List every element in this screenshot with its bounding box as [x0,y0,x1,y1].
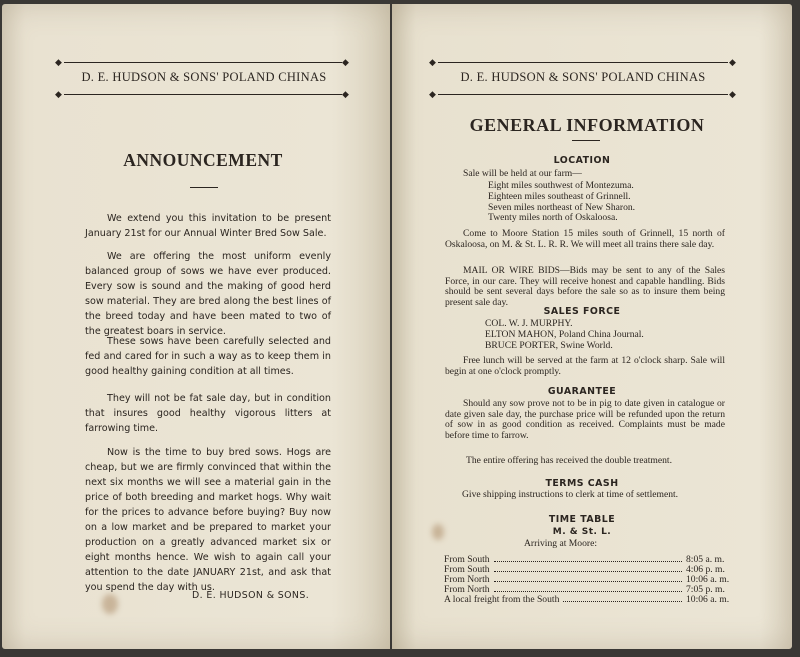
timetable-time: 7:05 p. m. [686,584,725,595]
leader-dots [494,584,682,592]
ornament-icon: ◆ [342,89,349,99]
announcement-paragraph: We are offering the most uniform evenly balanced group of sows we have ever produced. Every sow is sound and the making of good herd sow material. They are bred along the best lines of the breed today and have been mated to two of the greatest boars in service. [85,251,331,337]
bids-paragraph: MAIL OR WIRE BIDS—Bids may be sent to any of the Sales Force, in our care. They will receive honest and capable handling. Bids should be sent several days before the sale so as to insure them being present sale day. [445,265,725,308]
sales-force-member: ELTON MAHON, Poland China Journal. [485,328,644,340]
booklet-spread [2,4,798,654]
directions-paragraph: Come to Moore Station 15 miles south of Grinnell, 15 north of Oskaloosa, on M. & St. L. R. R. We will meet all trains there sale day. [445,228,725,250]
location-lines [488,181,635,224]
general-information-title: GENERAL INFORMATION [469,115,705,135]
announcement-paragraph: They will not be fat sale day, but in condition that insures good healthy vigorous litters at farrowing time. [85,393,331,434]
timetable-subheading: Arriving at Moore: [524,538,598,549]
location-line: Seven miles northeast of New Sharon. [488,201,636,213]
timetable-time: 8:05 a. m. [686,554,725,565]
right-page [392,4,792,649]
timetable-time: 10:06 a. m. [686,594,730,605]
ornament-icon: ◆ [55,89,62,99]
sales-force-member: COL. W. J. MURPHY. [485,318,573,329]
leader-dots [494,554,682,562]
location-line: Eight miles southwest of Montezuma. [488,180,634,191]
timetable-time: 10:06 a. m. [686,574,730,585]
timetable-from: From South [444,554,490,565]
stain [432,524,444,540]
terms-text: Give shipping instructions to clerk at time of settlement. [462,489,679,500]
lunch-note: Free lunch will be served at the farm at 12 o'clock sharp. Sale will begin at one o'clock promptly. [445,355,725,377]
announcement-paragraph: We extend you this invitation to be present January 21st for our Annual Winter Bred Sow Sale. [85,213,331,239]
page-header: D. E. HUDSON & SONS' POLAND CHINAS [81,70,327,84]
timetable-from: A local freight from the South [444,594,560,605]
sales-force-list [485,319,644,351]
timetable-heading: TIME TABLE [548,514,616,525]
timetable-from: From South [444,564,490,575]
announcement-paragraph: These sows have been carefully selected and fed and cared for in such a way as to keep them in good healthy gaining condition at all times. [85,336,331,377]
header-rule-bottom [64,94,342,95]
guarantee-text: Should any sow prove not to be in pig to date given in catalogue or date given sale day, the purchase price will be refunded upon the return of sow in as good condition as received. Complaints must be made before time to farrow. [445,398,725,441]
timetable-from: From North [444,584,490,595]
ornament-icon: ◆ [729,57,736,67]
ornament-icon: ◆ [729,89,736,99]
terms-heading: TERMS CASH [545,478,619,489]
left-page [2,4,390,649]
header-rule-top [438,62,728,63]
leader-dots [563,594,682,602]
sales-force-member: BRUCE PORTER, Swine World. [485,339,613,351]
page-header: D. E. HUDSON & SONS' POLAND CHINAS [460,70,706,84]
header-rule-top [64,62,342,63]
location-intro: Sale will be held at our farm— [463,168,582,179]
stain [102,594,118,614]
ornament-icon: ◆ [55,57,62,67]
header-rule-bottom [438,94,728,95]
location-heading: LOCATION [553,155,611,166]
location-line: Twenty miles north of Oskaloosa. [488,212,618,224]
guarantee-heading: GUARANTEE [547,386,617,397]
ornament-icon: ◆ [429,57,436,67]
treatment-note: The entire offering has received the double treatment. [466,455,672,466]
ornament-icon: ◆ [429,89,436,99]
location-line: Eighteen miles southeast of Grinnell. [488,190,631,202]
leader-dots [494,574,682,582]
title-rule [190,187,218,188]
announcement-paragraph: Now is the time to buy bred sows. Hogs are cheap, but we are firmly convinced that within the next six months we will see a material gain in the price of both breeding and market hogs. Why wait for the prices to advance before buying? Buy now on a low market and be prepared to market your production on a greatly advanced market six or eight months hence. We wish to again call your attention to the date JANUARY 21st, and ask that you spend the day with us. [85,447,331,593]
table-row [444,594,742,605]
ornament-icon: ◆ [342,57,349,67]
sales-force-heading: SALES FORCE [543,306,621,317]
timetable-time: 4:06 p. m. [686,564,725,575]
timetable-from: From North [444,574,490,585]
leader-dots [494,564,682,572]
railroad-name: M. & St. L. [552,527,612,537]
announcement-title: ANNOUNCEMENT [123,150,283,170]
title-rule [572,140,600,141]
signature: D. E. HUDSON & SONS. [192,590,310,601]
